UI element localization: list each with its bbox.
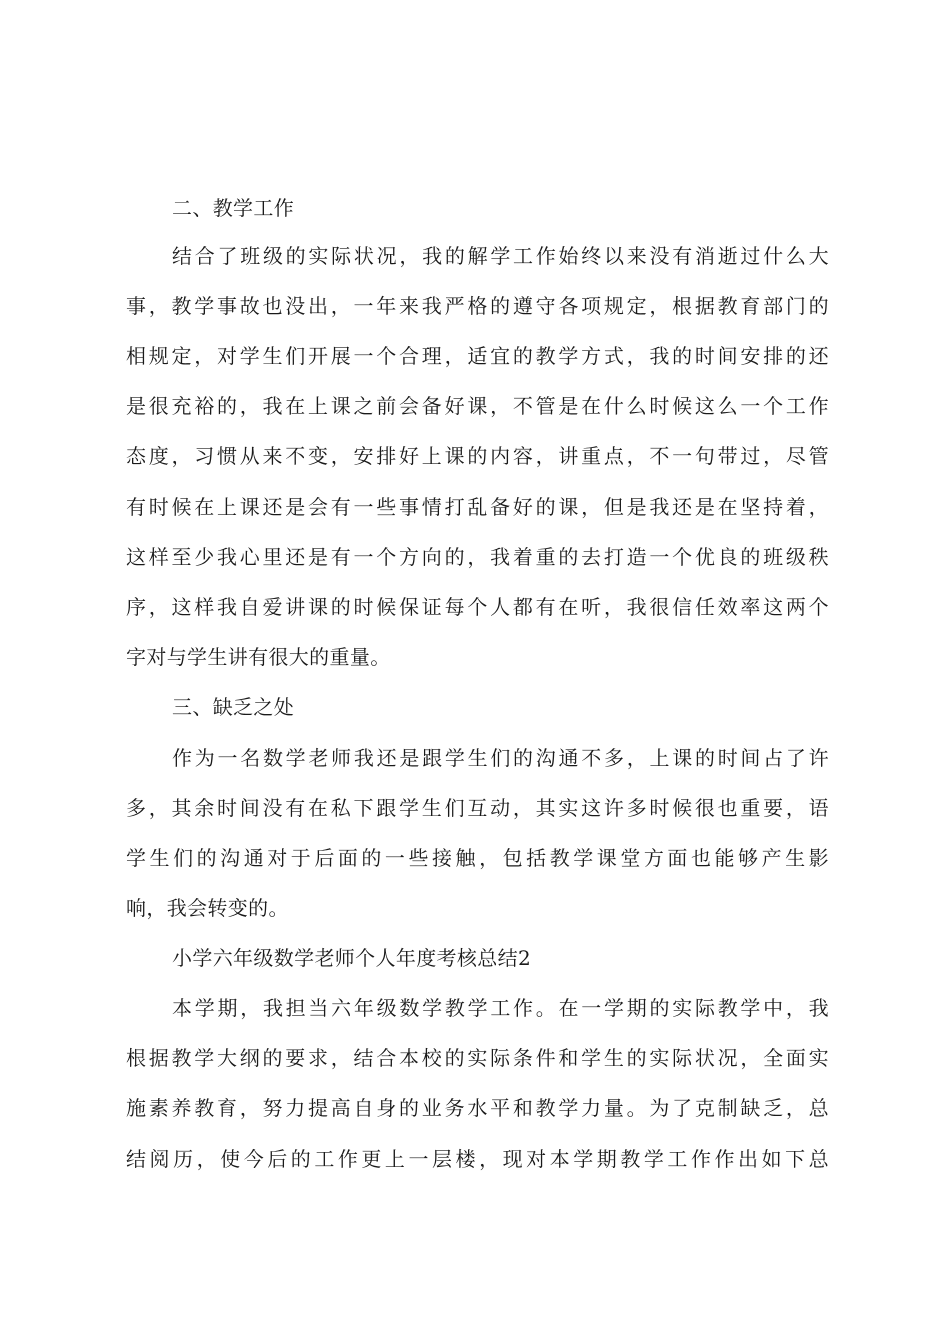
section-heading-shortcomings: 三、缺乏之处 [172, 695, 295, 719]
paragraph-line: 事，教学事故也没出，一年来我严格的遵守各项规定，根据教育部门的 [126, 294, 829, 318]
paragraph-line: 是很充裕的，我在上课之前会备好课，不管是在什么时候这么一个工作 [126, 394, 829, 418]
paragraph-line: 有时候在上课还是会有一些事情打乱备好的课，但是我还是在坚持着， [126, 495, 829, 519]
section-heading-teaching-work: 二、教学工作 [172, 196, 295, 220]
paragraph-line: 响，我会转变的。 [126, 896, 289, 920]
paragraph-line: 态度，习惯从来不变，安排好上课的内容，讲重点，不一句带过，尽管 [126, 444, 829, 468]
paragraph-line: 相规定，对学生们开展一个合理，适宜的教学方式，我的时间安排的还 [126, 344, 829, 368]
paragraph-line: 学生们的沟通对于后面的一些接触，包括教学课堂方面也能够产生影 [126, 846, 829, 870]
paragraph-line: 结合了班级的实际状况，我的解学工作始终以来没有消逝过什么大 [172, 244, 829, 268]
paragraph-line: 本学期，我担当六年级数学教学工作。在一学期的实际教学中，我 [172, 996, 829, 1020]
paragraph-line: 施素养教育，努力提高自身的业务水平和教学力量。为了克制缺乏，总 [126, 1096, 829, 1120]
document-subtitle: 小学六年级数学老师个人年度考核总结2 [172, 946, 532, 970]
paragraph-line: 这样至少我心里还是有一个方向的，我着重的去打造一个优良的班级秩 [126, 545, 829, 569]
paragraph-line: 序，这样我自爱讲课的时候保证每个人都有在听，我很信任效率这两个 [126, 595, 829, 619]
paragraph-line: 结阅历，使今后的工作更上一层楼，现对本学期教学工作作出如下总 [126, 1147, 829, 1171]
paragraph-line: 作为一名数学老师我还是跟学生们的沟通不多，上课的时间占了许 [172, 746, 829, 770]
paragraph-line: 根据教学大纲的要求，结合本校的实际条件和学生的实际状况，全面实 [126, 1046, 829, 1070]
paragraph-line: 字对与学生讲有很大的重量。 [126, 645, 391, 669]
paragraph-line: 多，其余时间没有在私下跟学生们互动，其实这许多时候很也重要，语 [126, 796, 829, 820]
